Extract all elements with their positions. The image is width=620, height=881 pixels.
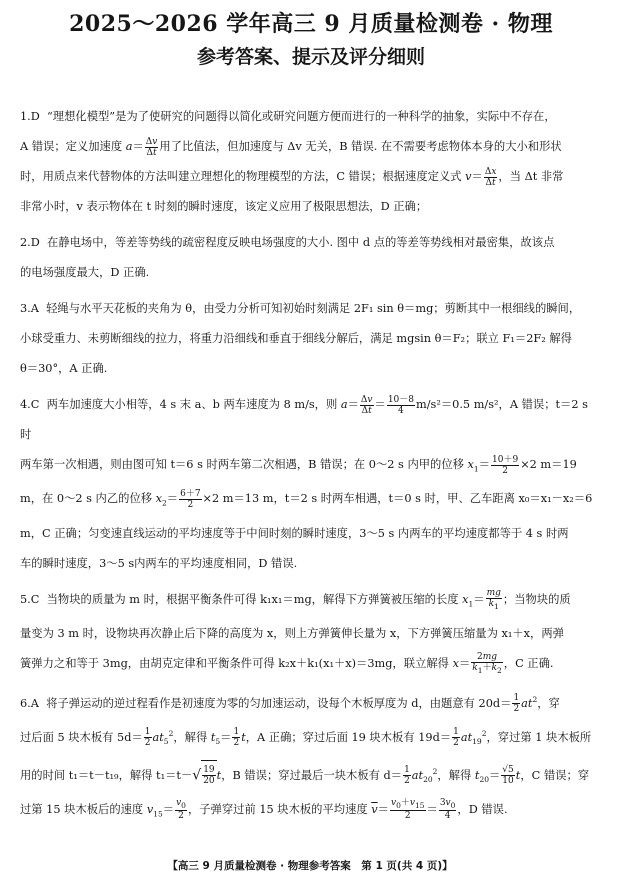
answer-text: 两车第一次相遇，则由图可知 t＝6 s 时两车第二次相遇，B 错误；在 0～2 s 内甲的位移 bbox=[20, 458, 468, 471]
answer-item-5: 5.C 当物块的质量为 m 时，根据平衡条件可得 k₁x₁＝mg，解得下方弹簧被压缩的长度 $x_1=$ $\frac{mg}{k_1}$ ；当物块的质 量变为 3 m 时，设物块再次静止后下降的高度为 x，则上方弹簧伸长量为 x，下方弹簧压缩量为 x₁＋x，两弹 簧弹力之和等于 3mg，由胡克定律和平衡条件可得 k₂x＋k₁(x₁＋x)＝3mg，联立解得 x＝ $\frac{2mg}{k_1+k_2}$ ，C 正确. bbox=[20, 587, 571, 675]
answer-number: 1.D bbox=[20, 110, 40, 123]
answer-number: 6.A bbox=[20, 696, 39, 710]
answer-text: m，C 正确；匀变速直线运动的平均速度等于中间时刻的瞬时速度，3～5 s 内两车的平均速度都等于 4 s 时两 bbox=[20, 526, 569, 540]
answer-text: ，当 Δt 非常 bbox=[498, 170, 564, 183]
answer-text: 的电场强度最大，D 正确. bbox=[20, 266, 150, 279]
answer-text: ，C 错误；穿 bbox=[520, 768, 590, 782]
answer-text: 在静电场中，等差等势线的疏密程度反映电场强度的大小. 图中 d 点的等差等势线相对最密集，故该点 bbox=[47, 236, 555, 249]
formula-fraction: $\frac{1}{2}$ bbox=[233, 726, 240, 748]
answer-text: ；当物块的质 bbox=[502, 592, 571, 606]
answer-text: 当物块的质量为 m 时，根据平衡条件可得 k₁x₁＝mg，解得下方弹簧被压缩的长度 bbox=[46, 592, 463, 606]
answer-text: ×2 m＝19 bbox=[520, 458, 577, 471]
formula-fraction: $\frac{mg}{k_1}$ bbox=[486, 587, 501, 611]
page-footer: 【高三 9 月质量检测卷 · 物理参考答案 第 1 页(共 4 页)】 bbox=[167, 860, 453, 872]
answer-text: A 错误；定义加速度 bbox=[20, 140, 126, 153]
formula-fraction: $\frac{3v_0}{4}$ bbox=[439, 797, 456, 822]
formula-fraction: $\frac{6+7}{2}$ bbox=[180, 488, 201, 510]
answer-text: 时，用质点来代替物体的方法叫建立理想化的物理模型的方法，C 错误；根据速度定义式 bbox=[20, 170, 466, 183]
answer-text: 非常小时，v 表示物体在 t 时刻的瞬时速度，该定义应用了极限思想法，D 正确； bbox=[20, 200, 428, 213]
answer-item-1: 1.D “理想化模型”是为了使研究的问题得以简化或研究问题方便而进行的一种科学的抽象，实际中不存在， A 错误；定义加速度 a＝ $\frac{\Delta v}{\Delta t}$ 用了比值法，但加速度与 Δv 无关，B 错误. 在不需要考虑物体本身的大小和形状 时，用质点来代替物体的方法叫建立理想化的物理模型的方法，C 错误；根据速度定义式 v＝ $\frac{\Delta x}{\Delta t}$ ，当 Δt 非常 非常小时，v 表示物体在 t 时刻的瞬时速度，该定义应用了极限思想法，D 正确； bbox=[20, 110, 564, 213]
formula-sqrt: √ $\frac{19}{20}$ bbox=[192, 760, 216, 791]
answer-text: ，穿过第 1 块木板所 bbox=[486, 730, 592, 744]
answer-text: 量变为 3 m 时，设物块再次静止后下降的高度为 x，则上方弹簧伸长量为 x，下方弹簧压缩量为 x₁＋x，两弹 bbox=[20, 626, 564, 640]
formula-fraction: $\frac{10+9}{2}$ bbox=[492, 454, 519, 476]
answer-text: 簧弹力之和等于 3mg，由胡克定律和平衡条件可得 k₂x＋k₁(x₁＋x)＝3mg，联立解得 bbox=[20, 656, 453, 670]
answer-text: 两车加速度大小相等，4 s 末 a、b 两车速度为 8 m/s，则 bbox=[46, 398, 341, 411]
answer-item-3 bbox=[20, 294, 602, 384]
answer-text: ，A 正确；穿过后面 19 块木板有 19d＝ bbox=[245, 730, 452, 744]
answer-text: ，B 错误；穿过最后一块木板有 d＝ bbox=[221, 768, 403, 782]
answer-text: 用了比值法，但加速度与 Δv 无关，B 错误. 在不需要考虑物体本身的大小和形状 bbox=[159, 140, 562, 153]
page-subtitle: 参考答案、提示及评分细则 bbox=[196, 46, 425, 68]
answer-number: 5.C bbox=[20, 592, 40, 606]
answer-text: ，解得 bbox=[437, 768, 475, 782]
answer-text: 小球受重力、未剪断细线的拉力，将重力沿细线和垂直于细线分解后，满足 mgsin θ＝F₂；联立 F₁＝2F₂ 解得 bbox=[20, 332, 572, 345]
page-title: 2025～2026 学年高三 9 月质量检测卷 · 物理 bbox=[69, 11, 553, 37]
answer-item-4: 4.C 两车加速度大小相等，4 s 末 a、b 两车速度为 8 m/s，则 a＝ $\frac{\Delta v}{\Delta t}$ ＝ $\frac{10-8}{4}$ m/s²＝0.5 m/s²，A 错误；t＝2 s 时 两车第一次相遇，则由图可知 t＝6 s 时两车第二次相遇，B 错误；在 0～2 s 内甲的位移 $x_1=$ $\frac{10+9}{2}$ ×2 m＝19 m，在 0～2 s 内乙的位移 $x_2=$ $\frac{6+7}{2}$ ×2 m＝13 m，t＝2 s 时两车相遇，t＝0 s 时，甲、乙车距离 x₀＝x₁－x₂＝6 m，C 正确；匀变速直线运动的平均速度等于中间时刻的瞬时速度，3～5 s 内两车的平均速度都等于 4 s 时两 车的瞬时速度，3～5 s内两车的平均速度相同，D 错误. bbox=[20, 394, 593, 570]
formula-fraction: $\frac{\Delta v}{\Delta t}$ bbox=[145, 136, 158, 158]
formula-fraction: $\frac{1}{2}$ bbox=[453, 726, 459, 748]
formula-fraction: $\frac{v_0+v_{15}}{2}$ bbox=[390, 797, 425, 822]
answer-text: m/s²＝0.5 m/s²，A 错误；t＝2 s 时 bbox=[20, 398, 588, 441]
answer-number: 2.D bbox=[20, 236, 40, 249]
answer-text: 过后面 5 块木板有 5d＝ bbox=[20, 730, 143, 744]
answer-number: 3.A bbox=[20, 302, 39, 315]
formula-fraction: $\frac{10-8}{4}$ bbox=[387, 394, 415, 416]
formula-fraction: $\frac{1}{2}$ bbox=[513, 693, 520, 715]
answer-text: 车的瞬时速度，3～5 s内两车的平均速度相同，D 错误. bbox=[20, 556, 298, 570]
formula-fraction: $\frac{\Delta x}{\Delta t}$ bbox=[484, 166, 497, 188]
answer-number: 4.C bbox=[20, 398, 40, 411]
answer-text: 过第 15 块木板后的速度 bbox=[20, 802, 147, 816]
formula-fraction: $\frac{1}{2}$ bbox=[404, 764, 410, 786]
answer-text: ，穿 bbox=[537, 696, 560, 710]
formula-fraction: $\frac{√5}{10}$ bbox=[502, 764, 514, 786]
answer-text: ，子弹穿过前 15 块木板的平均速度 bbox=[187, 802, 372, 816]
answer-text: “理想化模型”是为了使研究的问题得以简化或研究问题方便而进行的一种科学的抽象，实际中不存在， bbox=[47, 110, 556, 123]
formula-fraction: $\frac{v_0}{2}$ bbox=[176, 797, 186, 822]
answer-text: 用的时间 t₁＝t－t₁₉，解得 t₁＝t－ bbox=[20, 768, 193, 782]
answer-text: θ＝30°，A 正确. bbox=[20, 362, 108, 375]
answer-text: 轻绳与水平天花板的夹角为 θ，由受力分析可知初始时刻满足 2F₁ sin θ＝mg；剪断其中一根细线的瞬间， bbox=[46, 302, 581, 315]
formula-fraction: $\frac{2mg}{k_1+k_2}$ bbox=[472, 651, 502, 675]
formula-fraction: $\frac{1}{2}$ bbox=[144, 726, 151, 748]
answer-text: ×2 m＝13 m，t＝2 s 时两车相遇，t＝0 s 时，甲、乙车距离 x₀＝x₁－x₂＝6 bbox=[202, 492, 593, 506]
answer-text: ，解得 bbox=[173, 730, 211, 744]
formula-fraction: $\frac{\Delta v}{\Delta t}$ bbox=[360, 394, 373, 416]
answer-text: 将子弹运动的逆过程看作是初速度为零的匀加速运动，设每个木板厚度为 d，由题意有 20d＝ bbox=[46, 696, 512, 710]
answer-item-2 bbox=[20, 228, 602, 288]
answer-text: ，C 正确. bbox=[503, 656, 554, 670]
answer-text: ，D 错误. bbox=[457, 802, 508, 816]
answer-text: m，在 0～2 s 内乙的位移 bbox=[20, 492, 156, 506]
answer-item-6: 6.A 将子弹运动的逆过程看作是初速度为零的匀加速运动，设每个木板厚度为 d，由题意有 20d＝ $\frac{1}{2}$ $at^2$，穿 过后面 5 块木板有 5d＝ $\frac{1}{2}$ $at_5^2$，解得 $t_5=$ $\frac{1}{2}$ t，A 正确；穿过后面 19 块木板有 19d＝ $\frac{1}{2}$ $at_{19}^2$，穿过第 1 块木板所 用的时间 t₁＝t－t₁₉，解得 t₁＝t－√ $\frac{19}{20}$ t，B 错误；穿过最后一块木板有 d＝ $\frac{1}{2}$ $at_{20}^2$，解得 $t_{20}=$ $\frac{√5}{10}$ t，C 错误；穿 过第 15 块木板后的速度 $v_{15}=$ $\frac{v_0}{2}$ ，子弹穿过前 15 块木板的平均速度 $\overline{v}=$ $\frac{v_0+v_{15}}{2}$ ＝ $\frac{3v_0}{4}$ ，D 错误. bbox=[20, 693, 592, 822]
